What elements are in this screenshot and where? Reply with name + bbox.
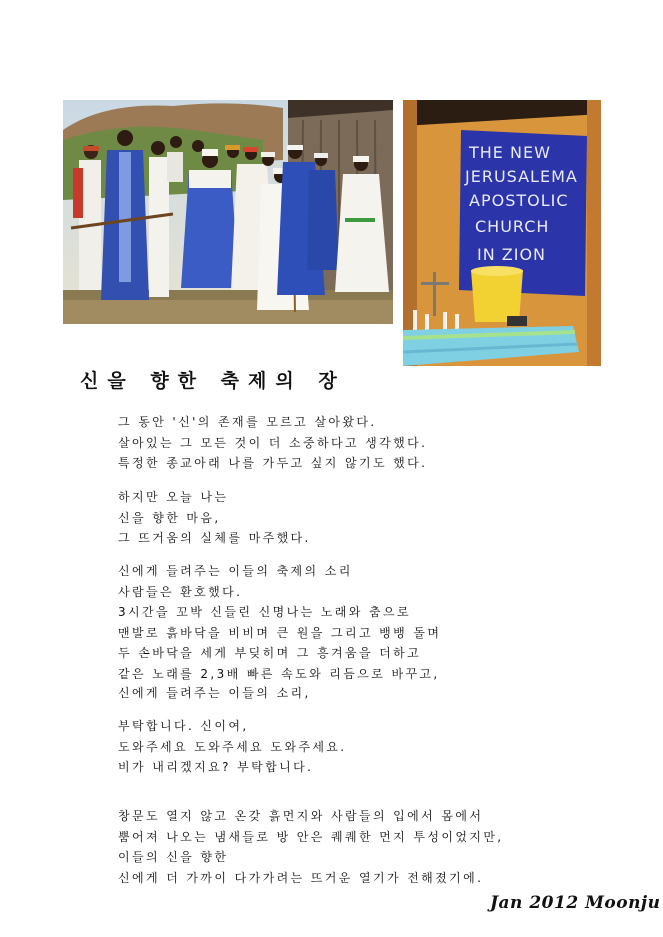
poem-line: 이들의 신을 향한 [118,850,229,864]
poem-line: 3시간을 꼬박 신들린 신명나는 노래와 춤으로 [118,605,411,619]
poem-line: 신에게 들려주는 이들의 소리, [118,686,311,700]
banner-line-1: THE NEW [469,143,551,162]
poem-line: 신을 향한 마음, [118,510,221,525]
poem-line: 신에게 들려주는 이들의 축제의 소리 [118,564,353,578]
signature: Jan 2012 Moonju [490,893,661,913]
poem-line: 뿜어져 나오는 냄새들로 방 안은 퀘퀘한 먼지 투성이었지만, [118,829,504,844]
poem-line: 부탁합니다. 신이여, [118,719,249,733]
poem-line: 살아있는 그 모든 것이 더 소중하다고 생각했다. [118,435,428,450]
church-members-image [63,100,393,324]
church-members-photo [63,100,393,324]
church-banner-photo [403,100,601,366]
banner-line-5: IN ZION [477,245,547,264]
church-banner-image [403,100,601,366]
poem-line: 두 손바닥을 세게 부딪히며 그 흥겨움을 더하고 [118,646,422,660]
poem-line: 비가 내리겠지요? 부탁합니다. [118,760,314,774]
stanza-5 [118,716,347,778]
stanza-2 [118,487,311,549]
page-title: 신을 향한 축제의 장 [80,370,346,392]
poem-line: 창문도 열지 않고 온갖 흙먼지와 사람들의 입에서 몸에서 [118,809,484,823]
stanza-3 [118,561,441,684]
banner-line-3: APOSTOLIC [469,191,569,210]
poem-line: 같은 노래를 2,3배 빠른 속도와 리듬으로 바꾸고, [118,666,440,681]
stanza-4 [118,683,311,704]
banner-line-2: JERUSALEMA [465,167,578,186]
stanza-6 [118,806,504,888]
poem-line: 신에게 더 가까이 다가가려는 뜨거운 열기가 전해졌기에. [118,870,484,885]
stanza-1 [118,412,427,474]
poem-line: 그 뜨거움의 실체를 마주했다. [118,531,311,545]
poem-line: 사람들은 환호했다. [118,584,243,599]
banner-line-4: CHURCH [475,217,550,236]
poem-line: 맨발로 흙바닥을 비비며 큰 원을 그리고 뱅뱅 돌며 [118,625,442,640]
poem-line: 특정한 종교아래 나를 가두고 싶지 않기도 했다. [118,456,428,470]
poem-line: 도와주세요 도와주세요 도와주세요. [118,739,347,754]
poem-line: 그 동안 '신'의 존재를 모르고 살아왔다. [118,415,377,429]
poem-line: 하지만 오늘 나는 [118,490,229,504]
